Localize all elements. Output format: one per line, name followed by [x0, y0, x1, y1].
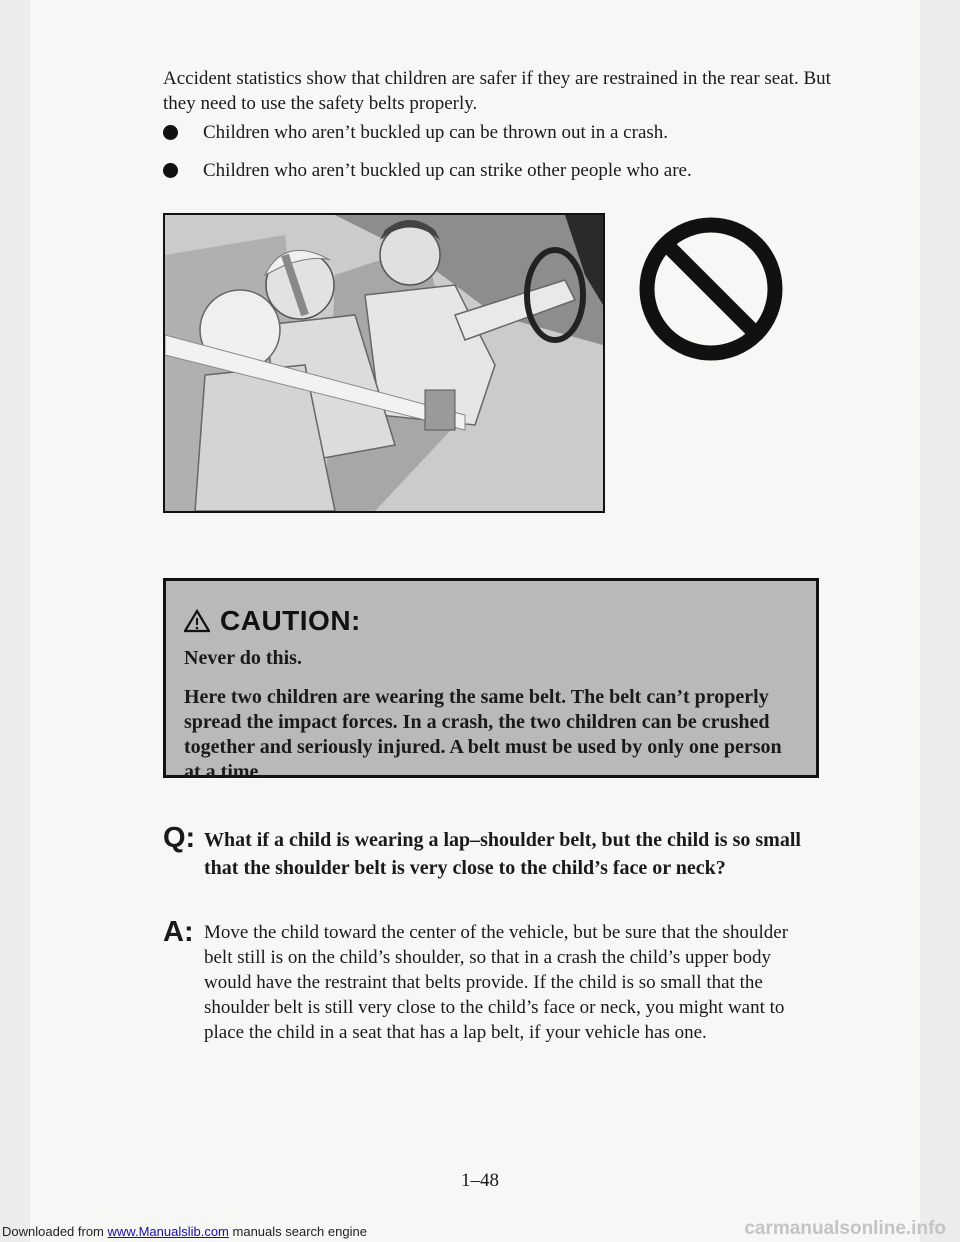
- download-footer: [2, 1224, 367, 1239]
- caution-lead: Never do this.: [184, 647, 302, 669]
- caution-body: Here two children are wearing the same belt. The belt can’t properly spread the impact forces. In a crash, the two children can be crushed together and seriously injured. A belt must be used by only one person at a time.: [184, 686, 782, 783]
- caution-box: [163, 578, 819, 783]
- question-marker: Q:: [163, 822, 196, 854]
- bullet-text: Children who aren’t buckled up can be thrown out in a crash.: [203, 122, 669, 143]
- bullet-item: [163, 120, 692, 158]
- bullet-icon: [163, 163, 178, 178]
- question-text: What if a child is wearing a lap–shoulder belt, but the child is so small that the shoulder belt is very close to the child’s face or neck?: [204, 829, 801, 879]
- footer-suffix: manuals search engine: [232, 1224, 367, 1239]
- answer-marker: A:: [163, 916, 194, 948]
- page-number: 1–48: [461, 1170, 499, 1191]
- answer-text: Move the child toward the center of the vehicle, but be sure that the shoulder belt still is on the child’s shoulder, so that in a crash the child’s upper body would have the restraint that belts provide. If the child is so small that the shoulder belt is still very close to the child’s face or neck, you might want to place the child in a seat that has a lap belt, if your vehicle has one.: [204, 922, 789, 1043]
- warning-triangle-icon: [184, 609, 210, 633]
- watermark: carmanualsonline.info: [744, 1218, 946, 1239]
- bullet-text: Children who aren’t buckled up can strike other people who are.: [203, 160, 692, 181]
- caution-title: CAUTION:: [220, 605, 361, 636]
- children-shared-belt-illustration: [163, 213, 605, 513]
- intro-paragraph: Accident statistics show that children are safer if they are restrained in the rear seat. But they need to use the safety belts properly.: [163, 68, 831, 114]
- bullet-item: [163, 158, 692, 196]
- bullet-icon: [163, 125, 178, 140]
- manualslib-link[interactable]: www.Manualslib.com: [107, 1224, 229, 1239]
- illustration-drawing: [165, 215, 603, 511]
- footer-prefix: Downloaded from: [2, 1224, 104, 1239]
- caution-heading: [184, 605, 361, 637]
- prohibition-icon: [636, 214, 786, 364]
- bullet-list: [163, 120, 692, 196]
